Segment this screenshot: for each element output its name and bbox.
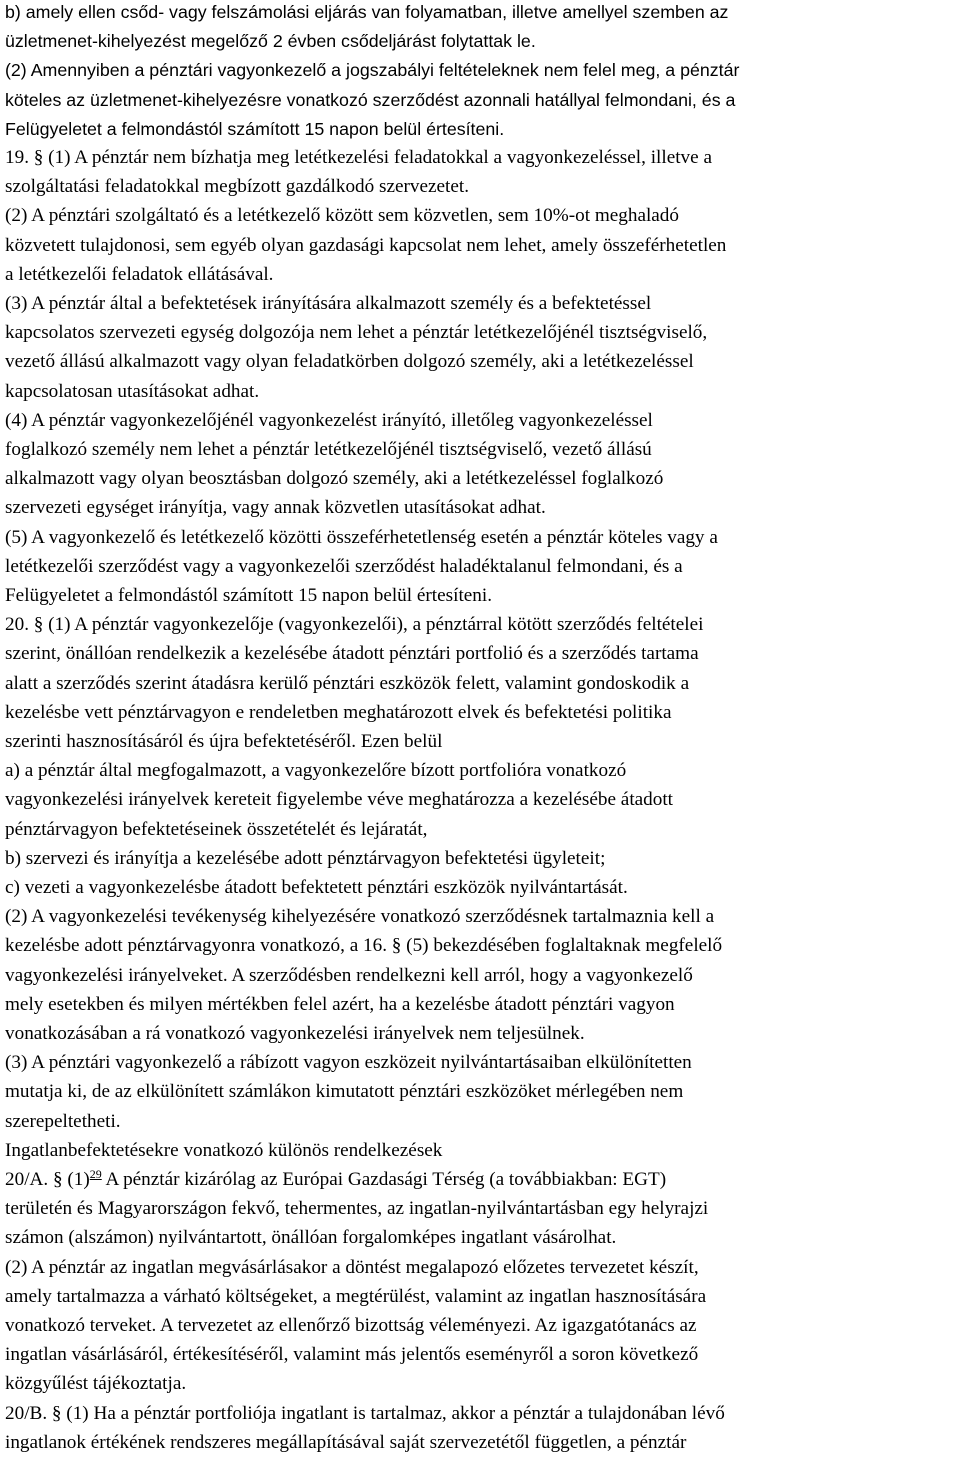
text-line <box>5 497 546 519</box>
line-text: kapcsolatos szervezeti egység dolgozója nem lehet a pénztár letétkezelőjénél tisztségviselő, <box>5 322 708 344</box>
line-text: szerint, önállóan rendelkezik a kezelésébe átadott pénztári portfolió és a szerződés tartama <box>5 643 699 665</box>
text-line <box>5 264 273 286</box>
text-line <box>5 176 469 198</box>
text-line <box>5 789 673 811</box>
line-text: 19. § (1) A pénztár nem bízhatja meg letétkezelési feladatokkal a vagyonkezeléssel, illetve a <box>5 147 712 168</box>
line-text: vagyonkezelési irányelveket. A szerződésben rendelkezni kell arról, hogy a vagyonkezelő <box>5 964 693 986</box>
text-line <box>5 89 735 111</box>
text-line <box>5 614 703 636</box>
text-line <box>5 59 739 81</box>
text-line <box>5 1111 121 1133</box>
text-line <box>5 1052 692 1074</box>
line-text: vezető állású alkalmazott vagy olyan feladatkörben dolgozó személy, aki a letétkezeléssel <box>5 351 694 373</box>
text-line <box>5 293 651 315</box>
text-line <box>5 351 694 373</box>
line-text: letétkezelői szerződést vagy a vagyonkezelői szerződést haladéktalanul felmondani, és a <box>5 555 683 577</box>
line-text: szervezeti egységet irányítja, vagy annak közvetlen utasításokat adhat. <box>5 497 546 519</box>
line-text: üzletmenet-kihelyezést megelőző 2 évben csődeljárást folytattak le. <box>5 31 536 52</box>
line-text: (2) A pénztári szolgáltató és a letétkezelő között sem közvetlen, sem 10%-ot meghaladó <box>5 205 679 227</box>
line-text: (2) Amennyiben a pénztári vagyonkezelő a jogszabályi feltételeknek nem felel meg, a pénztár <box>5 60 740 81</box>
line-text: számon (alszámon) nyilvántartott, önállóan forgalomképes ingatlant vásárolhat. <box>5 1227 617 1249</box>
line-text: (5) A vagyonkezelő és letétkezelő közötti összeférhetetlenség esetén a pénztár köteles vagy a <box>5 526 718 548</box>
line-text: alkalmazott vagy olyan beosztásban dolgozó személy, aki a letétkezeléssel foglalkozó <box>5 468 664 490</box>
line-text: foglalkozó személy nem lehet a pénztár letétkezelőjénél tisztségviselő, vezető állású <box>5 439 652 460</box>
text-line <box>5 410 653 432</box>
text-line <box>5 1403 725 1425</box>
line-text: vonatkozó terveket. A tervezetet az ellenőrző bizottság véleményezi. Az igazgatótanács az <box>5 1315 697 1336</box>
line-text: a letétkezelői feladatok ellátásával. <box>5 263 274 285</box>
text-line <box>5 235 726 257</box>
line-text: szolgáltatási feladatokkal megbízott gazdálkodó szervezetet. <box>5 176 470 198</box>
line-text: (3) A pénztári vagyonkezelő a rábízott vagyon eszközeit nyilvántartásaiban elkülönítetten <box>5 1052 692 1074</box>
line-text: b) amely ellen csőd- vagy felszámolási eljárás van folyamatban, illetve amellyel szemben az <box>5 2 729 22</box>
text-line <box>5 439 652 461</box>
line-text: Felügyeletet a felmondástól számított 15 napon belül értesíteni. <box>5 585 493 606</box>
line-text: 20/B. § (1) Ha a pénztár portfoliója ingatlant is tartalmaz, akkor a pénztár a tulajdonában lévő <box>5 1402 725 1424</box>
text-line <box>5 1023 585 1045</box>
line-text: 20. § (1) A pénztár vagyonkezelője (vagyonkezelői), a pénztárral kötött szerződés feltételei <box>5 614 704 636</box>
line-text: Ingatlanbefektetésekre vonatkozó különös rendelkezések <box>5 1139 443 1161</box>
text-line <box>5 1344 698 1366</box>
line-text: (2) A vagyonkezelési tevékenység kihelyezésére vonatkozó szerződésnek tartalmaznia kell a <box>5 906 715 928</box>
line-text: c) vezeti a vagyonkezelésbe átadott befektetett pénztári eszközök nyilvántartását. <box>5 877 628 898</box>
text-line <box>5 1227 616 1249</box>
text-line <box>5 760 626 782</box>
line-text: alatt a szerződés szerint átadásra kerülő pénztári eszközök felett, valamint gondoskodik a <box>5 672 690 694</box>
text-line <box>5 1198 708 1220</box>
line-text: köteles az üzletmenet-kihelyezésre vonatkozó szerződést azonnali hatállyal felmondani, és a <box>5 89 736 110</box>
line-text: szerepeltetheti. <box>5 1110 121 1132</box>
line-text: területén és Magyarországon fekvő, tehermentes, az ingatlan-nyilvántartásban egy helyrajzi <box>5 1198 709 1220</box>
text-line <box>5 1 728 23</box>
footnote-reference[interactable]: 29 <box>89 1167 102 1181</box>
text-line <box>5 1373 186 1395</box>
line-text: közgyűlést tájékoztatja. <box>5 1373 187 1395</box>
line-text: mutatja ki, de az elkülönített számlákon kimutatott pénztári eszközöket mérlegében nem <box>5 1081 684 1103</box>
text-line <box>5 1169 666 1191</box>
text-line <box>5 673 689 695</box>
line-text: mely esetekben és milyen mértékben felel azért, ha a kezelésbe átadott pénztári vagyon <box>5 993 675 1015</box>
text-line <box>5 643 699 665</box>
text-line <box>5 147 712 169</box>
text-line <box>5 205 679 227</box>
text-line <box>5 702 671 724</box>
line-text: (3) A pénztár által a befektetések irányítására alkalmazott személy és a befektetéssel <box>5 293 652 314</box>
line-text: vonatkozásában a rá vonatkozó vagyonkezelési irányelvek nem teljesülnek. <box>5 1023 585 1044</box>
text-line <box>5 1432 686 1454</box>
text-line <box>5 877 628 899</box>
text-line <box>5 1315 697 1337</box>
line-text: amely tartalmazza a várható költségeket, a megtérülést, valamint az ingatlan hasznosítására <box>5 1285 707 1307</box>
text-line <box>5 1286 706 1308</box>
line-text: közvetett tulajdonosi, sem egyéb olyan gazdasági kapcsolat nem lehet, amely összeférhetetlen <box>5 234 727 256</box>
text-line <box>5 848 605 870</box>
text-line <box>5 1140 442 1162</box>
line-text: b) szervezi és irányítja a kezelésébe adott pénztárvagyon befektetési ügyleteit; <box>5 847 606 869</box>
line-text: kapcsolatosan utasításokat adhat. <box>5 380 260 402</box>
text-line <box>5 965 693 987</box>
line-text: pénztárvagyon befektetéseinek összetételét és lejáratát, <box>5 818 428 840</box>
line-text: kezelésbe adott pénztárvagyonra vonatkozó, a 16. § (5) bekezdésében foglaltaknak megfelelő <box>5 935 723 957</box>
line-text: 20/A. § (1) <box>5 1169 90 1190</box>
text-line <box>5 906 714 928</box>
text-line <box>5 118 504 140</box>
text-line <box>5 30 536 52</box>
text-line <box>5 1257 699 1279</box>
line-text: ingatlan vásárlásáról, értékesítéséről, valamint más jelentős eseményről a soron következő <box>5 1344 699 1366</box>
text-line <box>5 585 492 607</box>
line-text: szerinti hasznosításáról és újra befektetéséről. Ezen belül <box>5 731 443 752</box>
text-line <box>5 1081 683 1103</box>
line-text-continued: A pénztár kizárólag az Európai Gazdasági Térség (a továbbiakban: EGT) <box>101 1169 667 1190</box>
line-text: Felügyeletet a felmondástól számított 15 napon belül értesíteni. <box>5 118 505 139</box>
text-line <box>5 322 707 344</box>
line-text: ingatlanok értékének rendszeres megállapításával saját szervezetétől független, a pénztár <box>5 1431 687 1453</box>
text-line <box>5 935 722 957</box>
line-text: (2) A pénztár az ingatlan megvásárlásakor a döntést megalapozó előzetes tervezetet készít, <box>5 1256 699 1278</box>
line-text: (4) A pénztár vagyonkezelőjénél vagyonkezelést irányító, illetőleg vagyonkezeléssel <box>5 409 653 431</box>
text-line <box>5 527 718 549</box>
line-text: vagyonkezelési irányelvek kereteit figyelembe véve meghatározza a kezelésébe átadott <box>5 789 674 811</box>
text-line <box>5 556 683 578</box>
text-line <box>5 994 675 1016</box>
line-text: a) a pénztár által megfogalmazott, a vagyonkezelőre bízott portfolióra vonatkozó <box>5 760 627 782</box>
line-text: kezelésbe vett pénztárvagyon e rendeletben meghatározott elvek és befektetési politika <box>5 701 672 723</box>
text-line <box>5 731 442 753</box>
text-line <box>5 819 427 841</box>
text-line <box>5 468 663 490</box>
text-line <box>5 381 259 403</box>
